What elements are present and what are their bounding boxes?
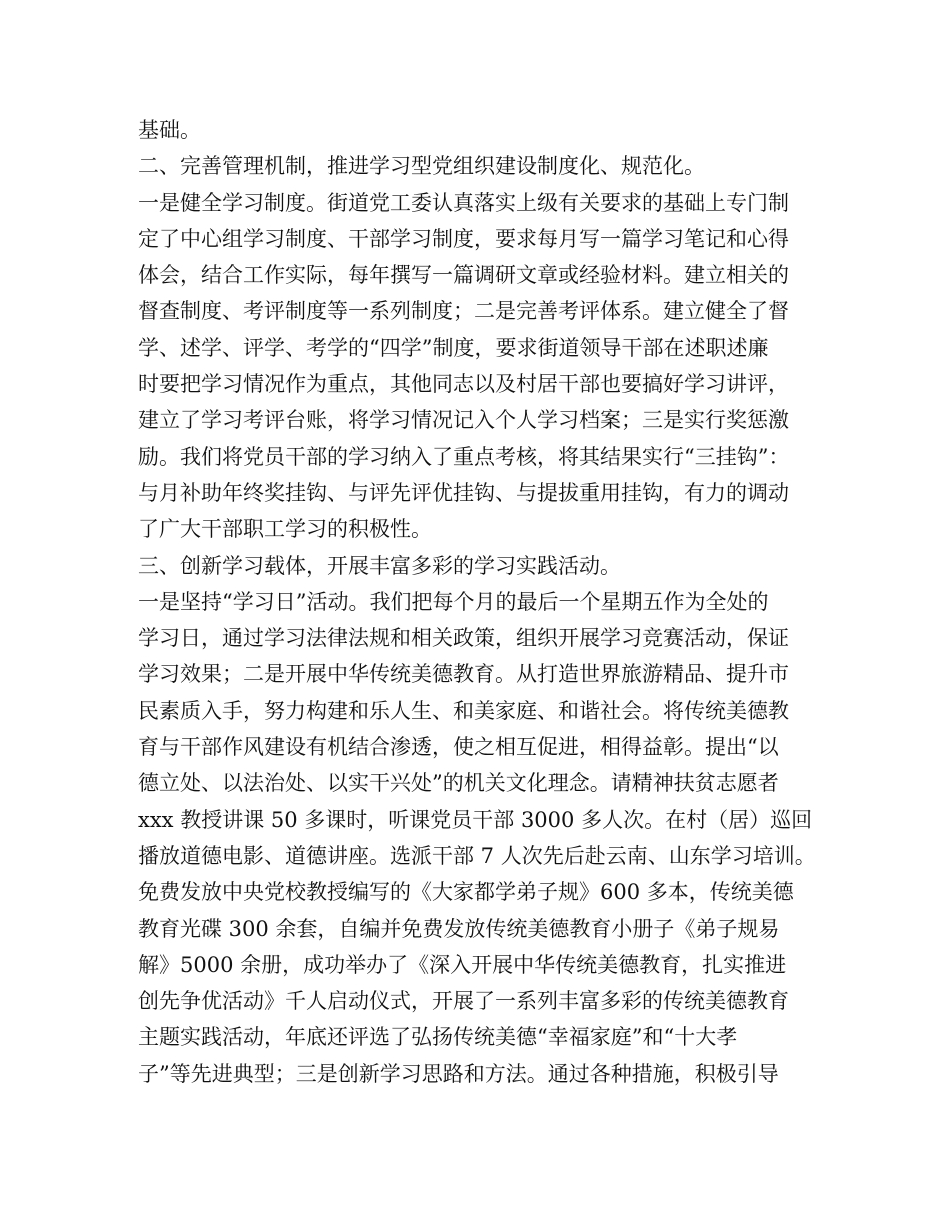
text-line: 教育光碟 300 余套，自编并免费发放传统美德教育小册子《弟子规易 xyxy=(138,916,780,941)
text-line: 与月补助年终奖挂钩、与评先评优挂钩、与提拔重用挂钩，有力的调动 xyxy=(138,480,789,505)
text-line: 德立处、以法治处、以实干兴处”的机关文化理念。请精神扶贫志愿者 xyxy=(138,771,779,796)
body-text xyxy=(138,112,838,1092)
text-line: 子”等先进典型；三是创新学习思路和方法。通过各种措施，积极引导 xyxy=(138,1061,779,1086)
text-line: 建立了学习考评台账，将学习情况记入个人学习档案；三是实行奖惩激 xyxy=(138,408,789,433)
text-line: 创先争优活动》千人启动仪式，开展了一系列丰富多彩的传统美德教育 xyxy=(138,989,789,1014)
text-line: 育与干部作风建设有机结合渗透，使之相互促进，相得益彰。提出“以 xyxy=(138,735,779,760)
text-line: 体会，结合工作实际，每年撰写一篇调研文章或经验材料。建立相关的 xyxy=(138,263,789,288)
section-heading-3: 三、创新学习载体，开展丰富多彩的学习实践活动。 xyxy=(138,553,621,578)
text-line: 主题实践活动，年底还评选了弘扬传统美德“幸福家庭”和“十大孝 xyxy=(138,1025,738,1050)
text-line: 了广大干部职工学习的积极性。 xyxy=(138,517,432,542)
text-line: 时要把学习情况作为重点，其他同志以及村居干部也要搞好学习讲评， xyxy=(138,372,789,397)
text-line: 学、述学、评学、考学的“四学”制度，要求街道领导干部在述职述廉 xyxy=(138,335,769,360)
text-line: 播放道德电影、道德讲座。选派干部 7 人次先后赴云南、山东学习培训。 xyxy=(138,843,816,868)
section-heading-2: 二、完善管理机制，推进学习型党组织建设制度化、规范化。 xyxy=(138,154,705,179)
text-line: xxx 教授讲课 50 多课时，听课党员干部 3000 多人次。在村（居）巡回 xyxy=(138,807,813,832)
text-line: 学习效果；二是开展中华传统美德教育。从打造世界旅游精品、提升市 xyxy=(138,662,789,687)
text-line: 励。我们将党员干部的学习纳入了重点考核，将其结果实行“三挂钩”： xyxy=(138,444,790,469)
text-line: 一是健全学习制度。街道党工委认真落实上级有关要求的基础上专门制 xyxy=(138,190,789,215)
text-line: 解》5000 余册，成功举办了《深入开展中华传统美德教育，扎实推进 xyxy=(138,952,787,977)
text-line: 基础。 xyxy=(138,118,201,142)
text-line: 一是坚持“学习日”活动。我们把每个月的最后一个星期五作为全处的 xyxy=(138,589,769,614)
text-line: 督查制度、考评制度等一系列制度；二是完善考评体系。建立健全了督 xyxy=(138,299,789,324)
text-line: 民素质入手，努力构建和乐人生、和美家庭、和谐社会。将传统美德教 xyxy=(138,698,789,723)
text-line: 免费发放中央党校教授编写的《大家都学弟子规》600 多本，传统美德 xyxy=(138,880,794,905)
text-line: 定了中心组学习制度、干部学习制度，要求每月写一篇学习笔记和心得 xyxy=(138,226,789,251)
text-line: 学习日，通过学习法律法规和相关政策，组织开展学习竞赛活动，保证 xyxy=(138,626,789,651)
